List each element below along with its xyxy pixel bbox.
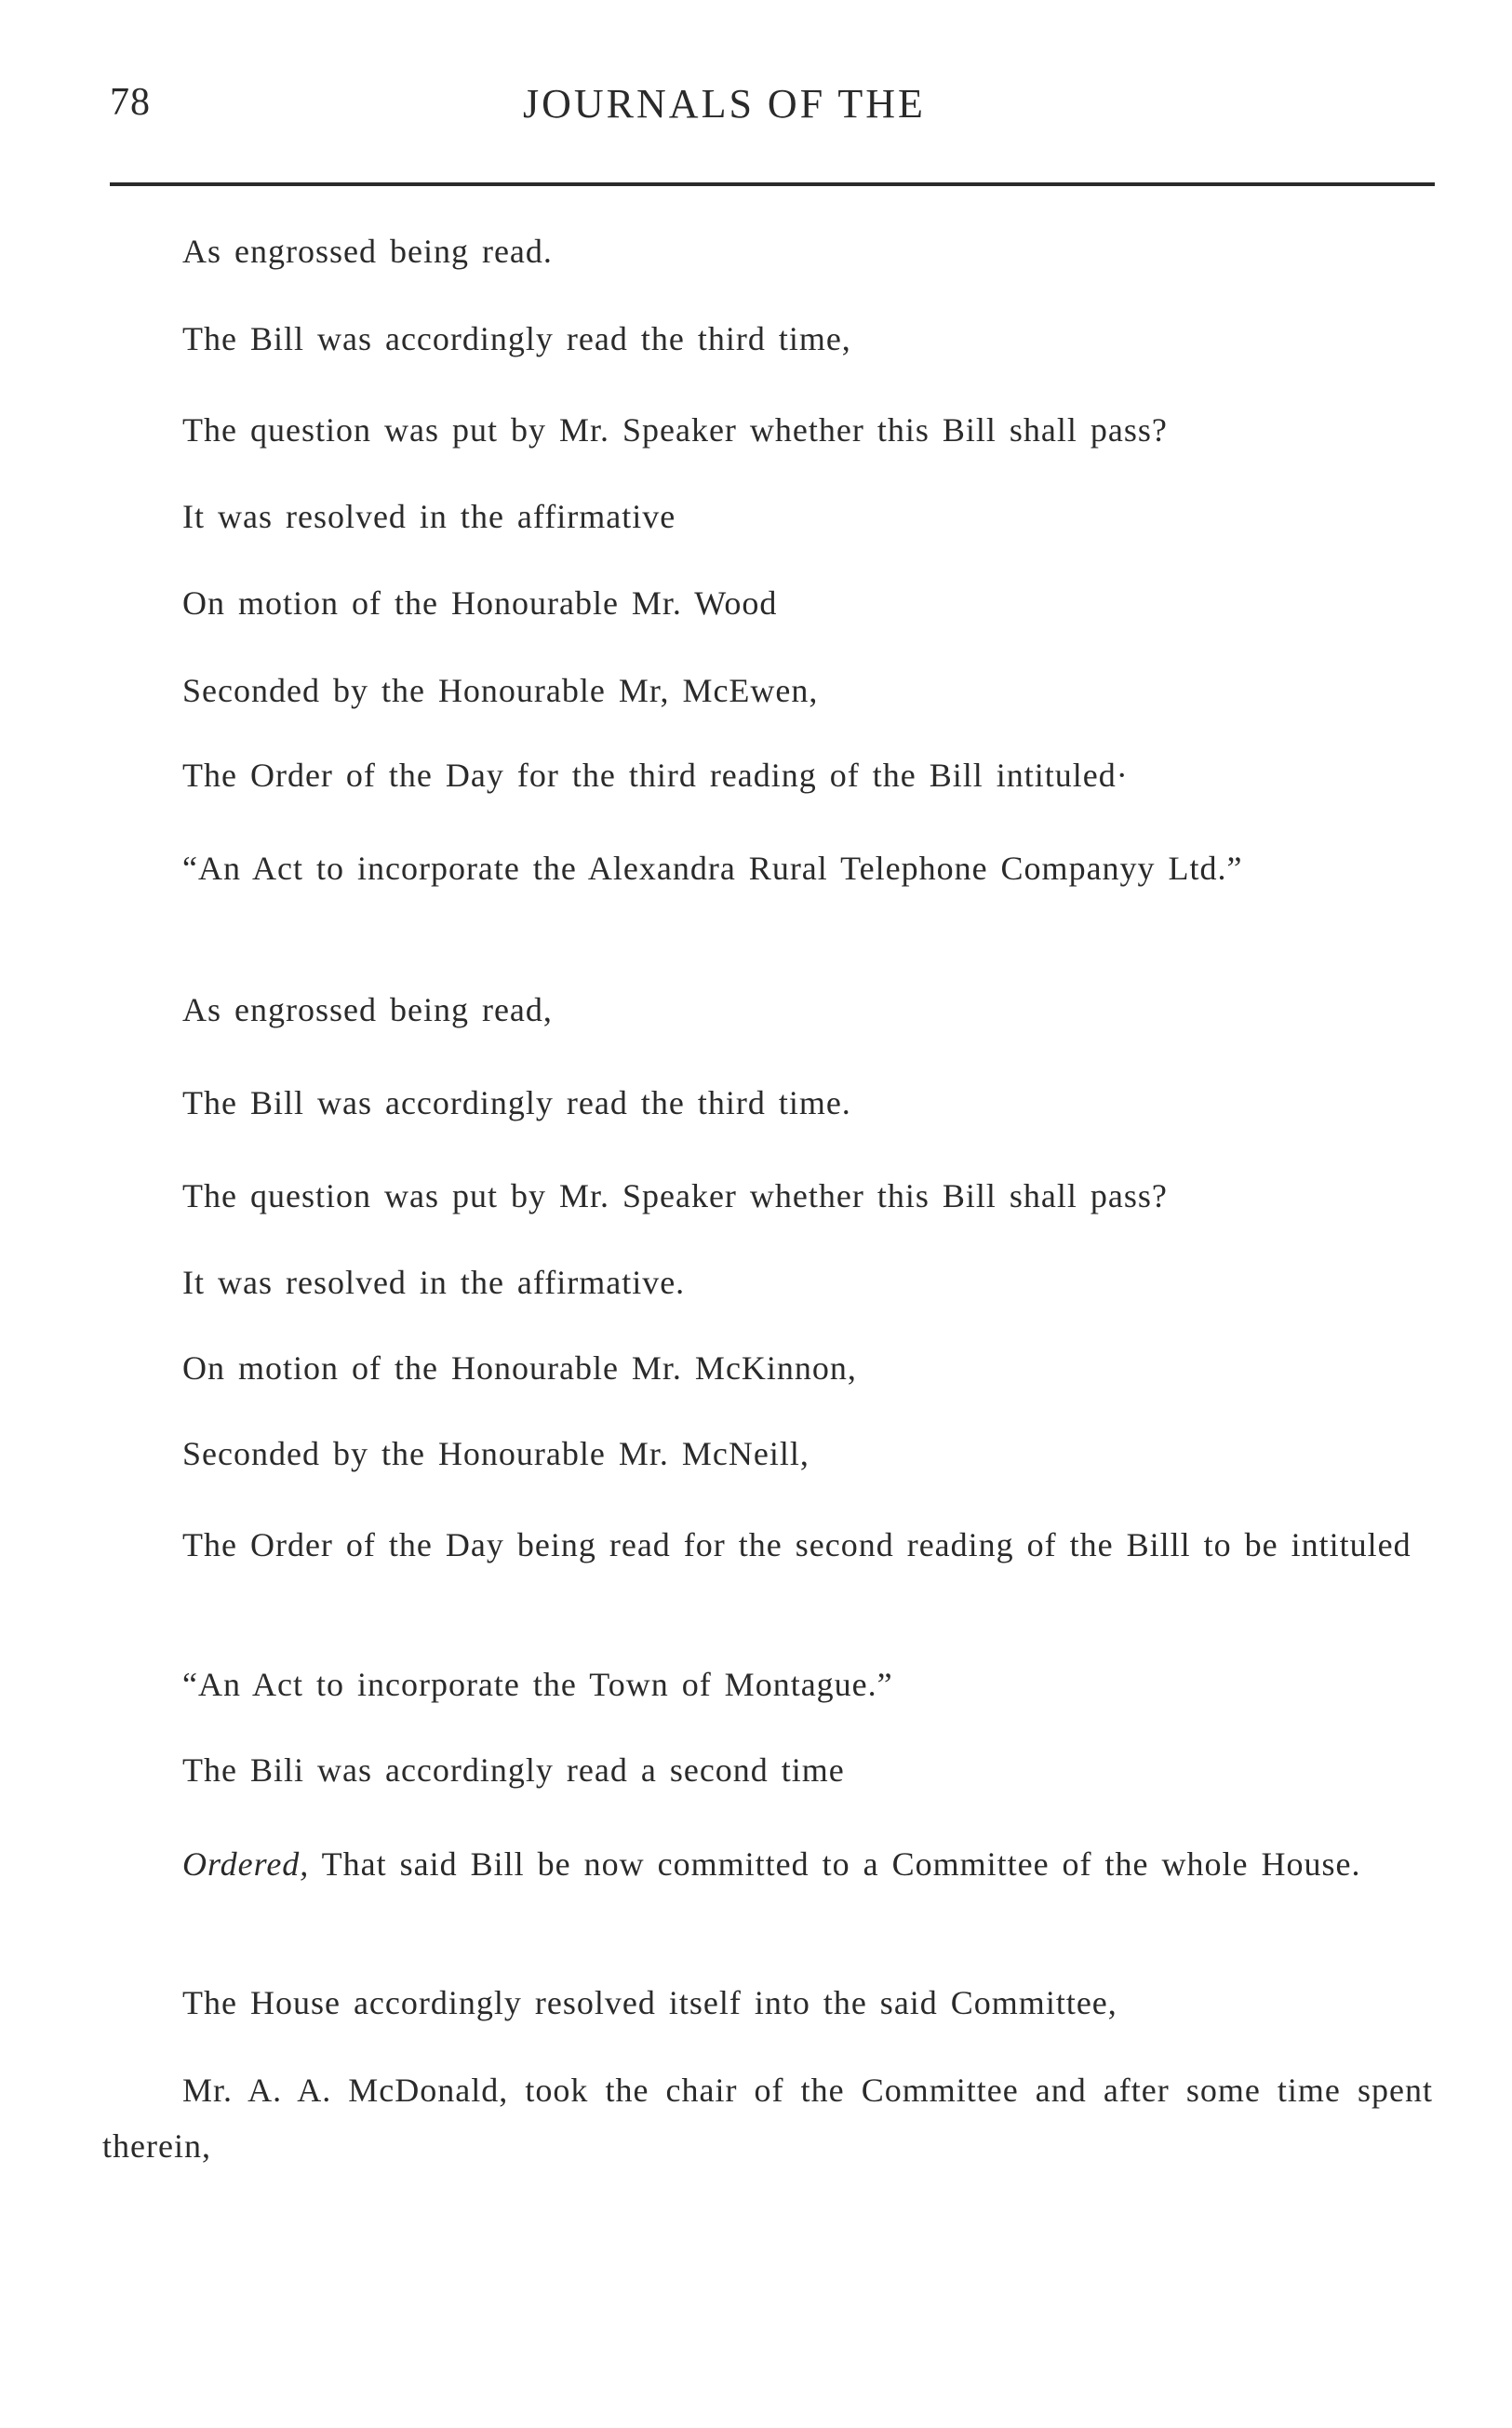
paragraph: “An Act to incorporate the Alexandra Rural Telephone Companyy Ltd.” — [182, 850, 1243, 887]
paragraph: Seconded by the Honourable Mr. McNeill, — [182, 1435, 810, 1472]
paragraph: On motion of the Honourable Mr. McKinnon, — [182, 1349, 857, 1387]
paragraph: The Order of the Day for the third reading of the Bill intituled· — [182, 757, 1129, 794]
paragraph: Seconded by the Honourable Mr, McEwen, — [182, 672, 819, 709]
paragraph: On motion of the Honourable Mr. Wood — [182, 584, 778, 622]
paragraph: The question was put by Mr. Speaker whether this Bill shall pass? — [182, 1177, 1168, 1214]
paragraph: The House accordingly resolved itself into the said Committee, — [182, 1984, 1117, 2021]
ordered-label: Ordered, — [182, 1845, 310, 1883]
paragraph: As engrossed being read. — [182, 233, 553, 270]
paragraph: The Bili was accordingly read a second time — [182, 1751, 845, 1789]
paragraph: Mr. A. A. McDonald, took the chair of the Committee and after some time spent therein, — [102, 2072, 1433, 2165]
page-header — [110, 80, 1435, 136]
ordered-text: That said Bill be now committed to a Committee of the whole House. — [321, 1845, 1361, 1883]
paragraph: It was resolved in the affirmative — [182, 498, 676, 535]
paragraph: “An Act to incorporate the Town of Montague.” — [182, 1666, 893, 1703]
paragraph: The Order of the Day being read for the second reading of the Billl to be intituled — [182, 1526, 1412, 1563]
paragraph: The question was put by Mr. Speaker whether this Bill shall pass? — [182, 411, 1168, 449]
paragraph: It was resolved in the affirmative. — [182, 1264, 686, 1301]
paragraph: The Bill was accordingly read the third time. — [182, 1084, 851, 1121]
header-rule — [110, 182, 1435, 186]
running-head: JOURNALS OF THE — [523, 81, 926, 127]
page-number: 78 — [110, 81, 151, 124]
paragraph: As engrossed being read, — [182, 991, 553, 1028]
paragraph: The Bill was accordingly read the third time, — [182, 320, 851, 357]
ordered-paragraph — [102, 1836, 1433, 1892]
